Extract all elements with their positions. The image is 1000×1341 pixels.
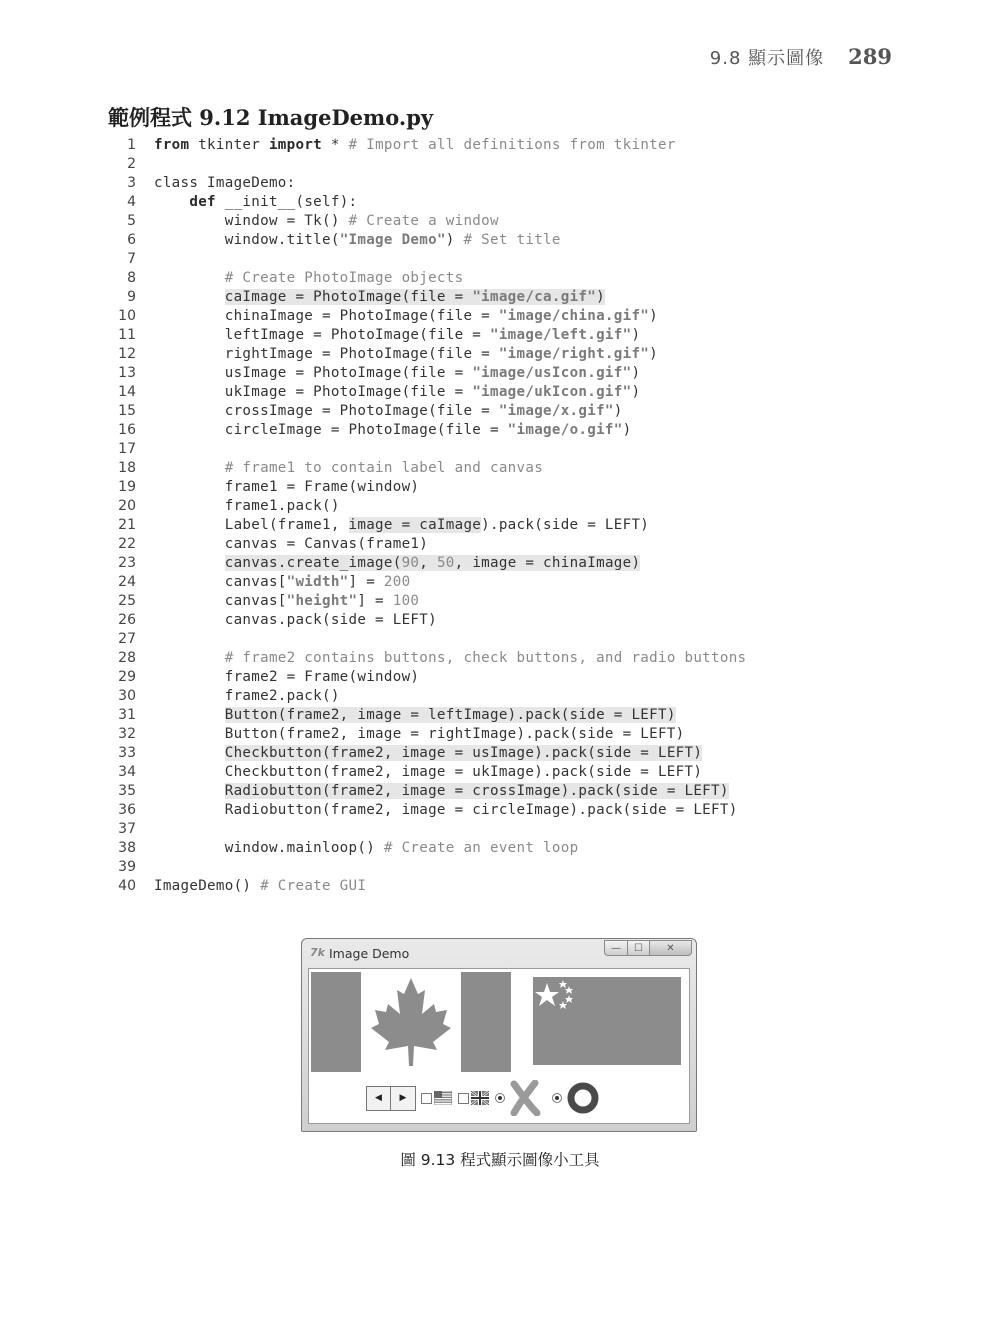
code-line <box>112 231 892 250</box>
code-token: "image/ca.gif" <box>472 289 597 305</box>
window-client-area <box>308 968 690 1124</box>
code-token: "image/x.gif" <box>498 403 614 419</box>
code-token: Button(frame2, image = leftImage).pack(side = LEFT) <box>224 707 676 723</box>
code-token <box>154 289 225 305</box>
code-text <box>154 877 366 896</box>
line-number: 37 <box>118 821 136 837</box>
code-token: __init__(self): <box>215 194 358 210</box>
code-token <box>154 555 225 571</box>
code-line <box>112 402 892 421</box>
code-text <box>154 421 631 440</box>
window-titlebar[interactable] <box>302 939 696 967</box>
code-text <box>154 269 463 288</box>
code-text <box>154 478 419 497</box>
code-token <box>154 707 225 723</box>
code-text <box>154 744 702 763</box>
code-line <box>112 288 892 307</box>
code-token: def <box>189 194 216 210</box>
code-token <box>154 650 225 666</box>
code-token: , <box>419 555 437 571</box>
code-token: "width" <box>286 574 349 590</box>
code-line <box>112 459 892 478</box>
code-token: # Set title <box>463 232 561 248</box>
code-token: * <box>322 137 349 153</box>
us-flag-icon <box>434 1091 452 1105</box>
code-token: chinaImage = PhotoImage(file = <box>154 308 499 324</box>
code-text <box>154 611 437 630</box>
line-number: 39 <box>118 859 136 875</box>
code-token: # frame1 to contain label and canvas <box>224 460 544 476</box>
line-number: 32 <box>118 726 136 742</box>
code-token: ) <box>613 403 623 419</box>
code-text <box>154 801 738 820</box>
code-token: ] = <box>348 574 384 590</box>
code-token: "image/right.gif" <box>498 346 650 362</box>
code-token: canvas.pack(side = LEFT) <box>154 612 437 628</box>
line-number: 8 <box>127 270 136 286</box>
code-line <box>112 212 892 231</box>
code-line <box>112 535 892 554</box>
code-text <box>154 383 640 402</box>
window-title: Image Demo <box>329 946 410 961</box>
line-number: 1 <box>127 137 136 153</box>
code-line <box>112 763 892 782</box>
code-text <box>154 364 640 383</box>
code-text <box>154 212 499 231</box>
code-text <box>154 592 419 611</box>
code-token <box>154 745 225 761</box>
code-line <box>112 858 892 877</box>
code-text <box>154 687 340 706</box>
code-token: ] = <box>357 593 393 609</box>
code-line <box>112 478 892 497</box>
uk-checkbox[interactable] <box>458 1093 469 1104</box>
code-token: ) <box>631 365 641 381</box>
line-number: 5 <box>127 213 136 229</box>
maximize-button[interactable]: ☐ <box>628 940 650 956</box>
code-text <box>154 573 410 592</box>
line-number: 11 <box>118 327 136 343</box>
code-token: # Create GUI <box>260 878 367 894</box>
right-arrow-button[interactable] <box>391 1086 416 1111</box>
flag-left-band <box>311 972 361 1072</box>
code-token: image = caImage <box>348 517 482 533</box>
line-number: 3 <box>127 175 136 191</box>
left-arrow-icon: ◀ <box>375 1093 382 1103</box>
cross-radio[interactable] <box>495 1093 505 1103</box>
code-text <box>154 174 295 193</box>
line-number: 18 <box>118 460 136 476</box>
code-text <box>154 763 702 782</box>
line-number: 17 <box>118 441 136 457</box>
line-number: 29 <box>118 669 136 685</box>
code-token: "image/o.gif" <box>507 422 623 438</box>
close-button[interactable]: ✕ <box>650 940 692 956</box>
running-head <box>710 44 892 74</box>
minimize-button[interactable]: — <box>604 940 628 956</box>
line-number: 26 <box>118 612 136 628</box>
code-line <box>112 326 892 345</box>
line-number: 13 <box>118 365 136 381</box>
line-number: 35 <box>118 783 136 799</box>
right-arrow-icon: ▶ <box>399 1093 407 1103</box>
code-token: import <box>268 137 323 153</box>
code-line <box>112 174 892 193</box>
line-number: 14 <box>118 384 136 400</box>
code-token: window.title( <box>154 232 340 248</box>
code-line <box>112 706 892 725</box>
code-text <box>154 725 685 744</box>
code-text <box>154 535 428 554</box>
code-line <box>112 383 892 402</box>
code-listing <box>112 136 892 896</box>
code-token: frame1 = Frame(window) <box>154 479 420 495</box>
code-line <box>112 668 892 687</box>
running-head-section: 9.8 顯示圖像 <box>709 48 825 69</box>
code-token: ) <box>631 384 641 400</box>
code-text <box>154 554 640 573</box>
line-number: 33 <box>118 745 136 761</box>
code-token: 200 <box>383 574 411 590</box>
code-token: "image/ukIcon.gif" <box>472 384 632 400</box>
code-token: "Image Demo" <box>339 232 446 248</box>
line-number: 30 <box>118 688 136 704</box>
code-token: ).pack(side = LEFT) <box>481 517 650 533</box>
code-token: circleImage = PhotoImage(file = <box>154 422 508 438</box>
code-token: frame2 = Frame(window) <box>154 669 420 685</box>
code-line <box>112 440 892 459</box>
code-line <box>112 269 892 288</box>
code-text <box>154 782 729 801</box>
code-line <box>112 820 892 839</box>
code-token: window = Tk() <box>154 213 349 229</box>
line-number: 19 <box>118 479 136 495</box>
tk-app-icon: 7k <box>310 946 325 959</box>
code-text <box>154 288 605 307</box>
code-token: Radiobutton(frame2, image = circleImage).pack(side = LEFT) <box>154 802 738 818</box>
line-number: 2 <box>127 156 136 172</box>
code-token: # Import all definitions from tkinter <box>348 137 676 153</box>
code-token: frame1.pack() <box>154 498 340 514</box>
code-text <box>154 402 623 421</box>
code-text <box>154 459 543 478</box>
code-token: 100 <box>392 593 420 609</box>
code-text <box>154 307 658 326</box>
maple-leaf-icon <box>371 978 451 1066</box>
line-number: 6 <box>127 232 136 248</box>
code-token: ukImage = PhotoImage(file = <box>154 384 473 400</box>
figure-caption: 圖 9.13 程式顯示圖像小工具 <box>400 1151 600 1169</box>
code-token: ) <box>649 308 658 324</box>
code-token: class ImageDemo: <box>154 175 296 191</box>
code-token: "height" <box>286 593 358 609</box>
code-line <box>112 801 892 820</box>
code-token: ImageDemo() <box>154 878 261 894</box>
line-number: 12 <box>118 346 136 362</box>
china-flag-icon <box>533 977 681 1065</box>
code-line <box>112 307 892 326</box>
code-line <box>112 250 892 269</box>
code-line <box>112 744 892 763</box>
line-number: 28 <box>118 650 136 666</box>
code-line <box>112 877 892 896</box>
code-line <box>112 630 892 649</box>
code-text <box>154 231 561 250</box>
code-text <box>154 649 746 668</box>
code-line <box>112 782 892 801</box>
page-number: 289 <box>848 44 892 69</box>
line-number: 31 <box>118 707 136 723</box>
code-text <box>154 136 676 155</box>
code-line <box>112 649 892 668</box>
line-number: 7 <box>127 251 136 267</box>
line-number: 25 <box>118 593 136 609</box>
code-token: from <box>154 137 190 153</box>
code-line <box>112 611 892 630</box>
line-number: 20 <box>118 498 136 514</box>
code-token: "image/left.gif" <box>489 327 632 343</box>
code-token <box>154 460 225 476</box>
code-token: # frame2 contains buttons, check buttons, and radio buttons <box>224 650 747 666</box>
line-number: 9 <box>127 289 136 305</box>
code-token: Checkbutton(frame2, image = ukImage).pack(side = LEFT) <box>154 764 703 780</box>
code-line <box>112 345 892 364</box>
code-line <box>112 136 892 155</box>
code-text <box>154 497 340 516</box>
line-number: 23 <box>118 555 136 571</box>
line-number: 27 <box>118 631 136 647</box>
code-text <box>154 516 649 535</box>
code-token: frame2.pack() <box>154 688 340 704</box>
code-line <box>112 421 892 440</box>
window-controls <box>604 940 692 956</box>
code-token: window.mainloop() <box>154 840 384 856</box>
code-text <box>154 345 658 364</box>
code-token: ) <box>596 289 605 305</box>
code-token: leftImage = PhotoImage(file = <box>154 327 490 343</box>
code-line <box>112 839 892 858</box>
code-text <box>154 706 676 725</box>
line-number: 38 <box>118 840 136 856</box>
left-arrow-button[interactable] <box>366 1086 391 1111</box>
code-token: # Create a window <box>348 213 499 229</box>
code-token <box>154 783 225 799</box>
uk-flag-icon <box>471 1091 489 1105</box>
code-line <box>112 554 892 573</box>
code-token: crossImage = PhotoImage(file = <box>154 403 499 419</box>
line-number: 21 <box>118 517 136 533</box>
code-token: ) <box>649 346 658 362</box>
code-line <box>112 687 892 706</box>
code-token: # Create an event loop <box>383 840 579 856</box>
code-token: canvas.create_image( <box>224 555 402 571</box>
code-token <box>154 270 225 286</box>
circle-icon <box>565 1080 601 1116</box>
code-token: Button(frame2, image = rightImage).pack(side = LEFT) <box>154 726 685 742</box>
code-token: ) <box>631 327 641 343</box>
listing-title: 範例程式 9.12 ImageDemo.py <box>108 105 434 130</box>
code-text <box>154 839 578 858</box>
code-line <box>112 497 892 516</box>
code-token: "image/china.gif" <box>498 308 650 324</box>
code-token: ) <box>445 232 464 248</box>
line-number: 24 <box>118 574 136 590</box>
line-number: 16 <box>118 422 136 438</box>
code-token: 50 <box>436 555 455 571</box>
code-text <box>154 193 357 212</box>
code-token: canvas[ <box>154 593 287 609</box>
us-checkbox[interactable] <box>421 1093 432 1104</box>
flag-field <box>533 977 681 1065</box>
line-number: 4 <box>127 194 136 210</box>
code-line <box>112 516 892 535</box>
line-number: 22 <box>118 536 136 552</box>
code-text <box>154 326 640 345</box>
code-line <box>112 725 892 744</box>
cross-icon <box>508 1080 542 1116</box>
circle-radio[interactable] <box>552 1093 562 1103</box>
code-token: caImage = PhotoImage(file = <box>224 289 473 305</box>
line-number: 36 <box>118 802 136 818</box>
code-token: canvas = Canvas(frame1) <box>154 536 429 552</box>
code-token: Checkbutton(frame2, image = usImage).pack(side = LEFT) <box>224 745 703 761</box>
code-line <box>112 592 892 611</box>
flag-right-band <box>461 972 511 1072</box>
code-token: , image = chinaImage) <box>454 555 641 571</box>
image-demo-window <box>301 938 697 1132</box>
code-line <box>112 155 892 174</box>
code-token: # Create PhotoImage objects <box>224 270 464 286</box>
button-row <box>366 1083 601 1113</box>
line-number: 34 <box>118 764 136 780</box>
code-token: usImage = PhotoImage(file = <box>154 365 473 381</box>
code-token: "image/usIcon.gif" <box>472 365 632 381</box>
line-number: 40 <box>118 878 136 894</box>
code-token: tkinter <box>189 137 269 153</box>
code-token: ) <box>622 422 632 438</box>
code-token: 90 <box>401 555 420 571</box>
canada-flag-icon <box>311 972 511 1072</box>
code-line <box>112 193 892 212</box>
code-token <box>154 194 189 210</box>
code-line <box>112 364 892 383</box>
line-number: 15 <box>118 403 136 419</box>
code-text <box>154 668 419 687</box>
code-token: Label(frame1, <box>154 517 349 533</box>
code-token: Radiobutton(frame2, image = crossImage).pack(side = LEFT) <box>224 783 729 799</box>
code-token: canvas[ <box>154 574 287 590</box>
code-token: rightImage = PhotoImage(file = <box>154 346 499 362</box>
code-line <box>112 573 892 592</box>
line-number: 10 <box>118 308 136 324</box>
